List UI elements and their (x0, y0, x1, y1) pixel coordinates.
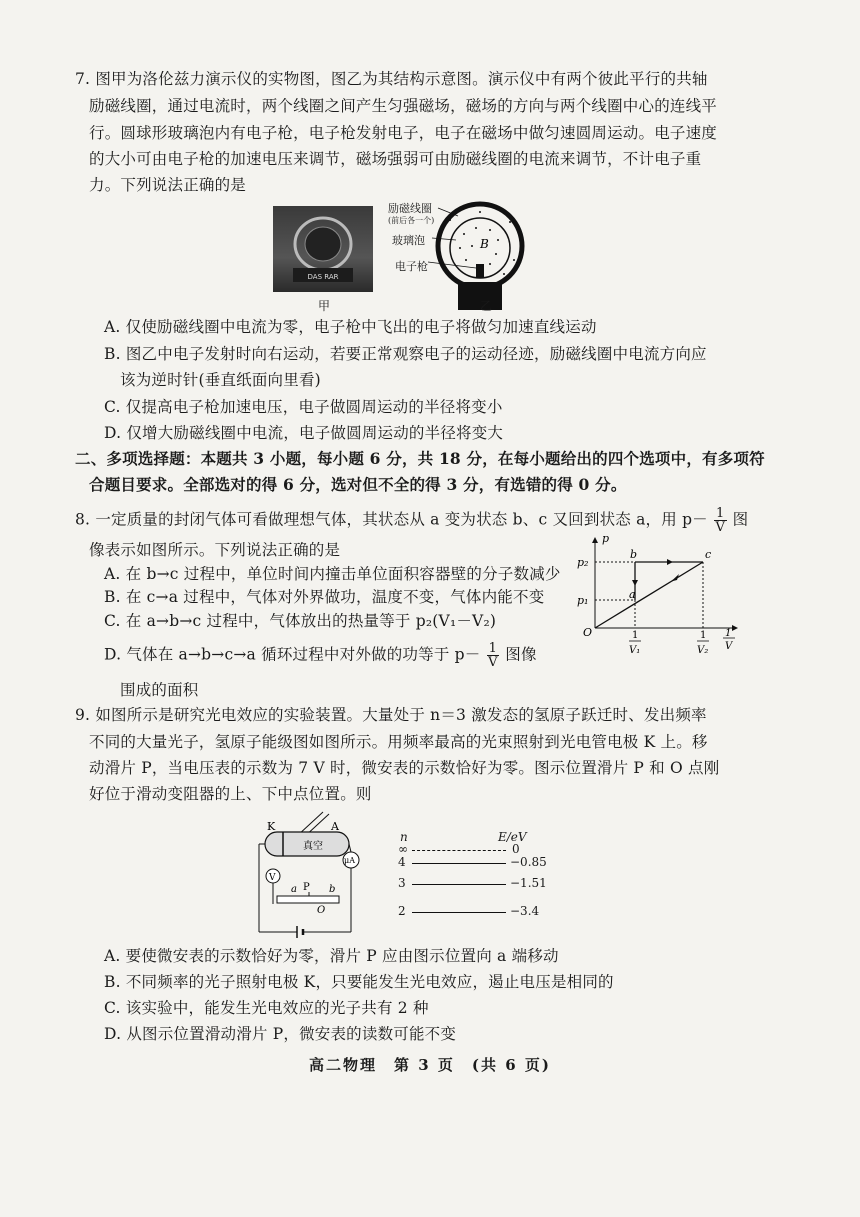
q9-line-1: 9. 如图所示是研究光电效应的实验装置。大量处于 n＝3 激发态的氢原子跃迁时、发出频率 (75, 706, 707, 724)
q8-pt-c: c (705, 548, 712, 561)
q9-label-v: V (269, 873, 276, 883)
q9-energy-levels (398, 830, 578, 922)
q8-axis-p-label: p (602, 532, 610, 545)
q9-level-line-3 (412, 884, 506, 885)
q9-line-2: 不同的大量光子，氢原子能级图如图所示。用频率最高的光束照射到光电管电极 K 上。移 (89, 733, 708, 751)
q8-path-ca (595, 562, 703, 628)
section2-line-2: 合题目要求。全部选对的得 6 分，选对但不全的得 3 分，有选错的得 0 分。 (89, 475, 627, 494)
q8-pv-graph (575, 528, 750, 660)
q7-line-2: 励磁线圈，通过电流时，两个线圈之间产生匀强磁场，磁场的方向与两个线圈中心的连线平 (89, 97, 718, 115)
q7-option-b-cont: 该为逆时针(垂直纸面向里看) (120, 371, 321, 389)
q7-option-d: D. 仅增大励磁线圈中电流，电子做圆周运动的半径将变大 (104, 424, 504, 442)
q8-line-1-end: 图 (732, 510, 749, 529)
q8-p2-label: p₂ (577, 556, 589, 569)
q9-label-a: A (331, 820, 339, 833)
q8-option-d-end: 图像 (505, 645, 537, 664)
q9-level-e-inf: 0 (512, 842, 520, 856)
q8-v1-num: 1 (632, 630, 639, 641)
q7-option-b: B. 图乙中电子发射时向右运动，若要正常观察电子的运动径迹，励磁线圈中电流方向应 (104, 345, 707, 363)
q9-option-c: C. 该实验中，能发生光电效应的光子共有 2 种 (104, 999, 429, 1017)
q9-level-n-inf: ∞ (398, 842, 408, 856)
q9-line-3: 动滑片 P，当电压表的示数为 7 V 时，微安表的示数恰好为零。图示位置滑片 P 和 O 点刚 (89, 759, 720, 777)
q7-photo-text: DAS RAR (307, 273, 339, 281)
q9-level-e-3: −1.51 (510, 876, 547, 890)
q9-levels-header-e: E/eV (498, 830, 527, 844)
q8-axis-x-num: 1 (725, 628, 732, 639)
q9-level-e-2: −3.4 (510, 904, 540, 918)
q7-line-4: 的大小可由电子枪的加速电压来调节，磁场强弱可由励磁线圈的电流来调节，不计电子重 (89, 150, 702, 168)
q7-label-b: B (480, 237, 489, 251)
q9-label-k: K (267, 820, 276, 833)
q9-level-n-2: 2 (398, 904, 406, 918)
q9-level-n-3: 3 (398, 876, 406, 890)
q8-p1-label: p₁ (577, 594, 589, 607)
page-footer: 高二物理 第 3 页 (共 6 页) (309, 1056, 551, 1074)
q9-label-pa: a (291, 884, 297, 895)
q9-level-e-4: −0.85 (510, 855, 547, 869)
q9-option-d: D. 从图示位置滑动滑片 P，微安表的读数可能不变 (104, 1025, 457, 1043)
q9-line-4: 好位于滑动变阻器的上、下中点位置。则 (89, 785, 372, 803)
q7-option-c: C. 仅提高电子枪加速电压，电子做圆周运动的半径将变小 (104, 398, 503, 416)
q8-line-1-text: 8. 一定质量的封闭气体可看做理想气体，其状态从 a 变为状态 b、c 又回到状态 a，用 p－ (75, 510, 708, 529)
q8-v2-label: V₂ (697, 645, 709, 656)
q7-line-1: 7. 图甲为洛伦兹力演示仪的实物图，图乙为其结构示意图。演示仪中有两个彼此平行的共轴 (75, 70, 708, 88)
q9-option-a: A. 要使微安表的示数恰好为零，滑片 P 应由图示位置向 a 端移动 (104, 947, 559, 965)
q8-v2-num: 1 (700, 630, 707, 641)
q8-option-d-text: D. 气体在 a→b→c→a 循环过程中对外做的功等于 p－ (104, 645, 481, 664)
q9-circuit-diagram (255, 808, 365, 938)
q9-option-b: B. 不同频率的光子照射电极 K，只要能发生光电效应，遏止电压是相同的 (104, 973, 614, 991)
q7-photo-figure (273, 206, 373, 292)
q7-label-coil-note: (前后各一个) (388, 216, 435, 225)
q7-label-gun: 电子枪 (395, 260, 428, 273)
q9-level-n-4: 4 (398, 855, 406, 869)
q9-level-line-4 (412, 863, 506, 864)
q9-label-pb: b (329, 884, 336, 895)
q8-option-a: A. 在 b→c 过程中，单位时间内撞击单位面积容器壁的分子数减少 (104, 565, 561, 583)
q7-option-a: A. 仅使励磁线圈中电流为零，电子枪中飞出的电子将做匀加速直线运动 (104, 318, 597, 336)
q9-levels-header-n: n (400, 830, 408, 844)
q8-line-2: 像表示如图所示。下列说法正确的是 (89, 541, 341, 559)
q8-option-d-fraction (487, 642, 499, 669)
q7-line-3: 行。圆球形玻璃泡内有电子枪，电子枪发射电子，电子在磁场中做匀速圆周运动。电子速度 (89, 124, 718, 142)
q9-level-line-2 (412, 912, 506, 913)
section2-line-1: 二、多项选择题：本题共 3 小题，每小题 6 分，共 18 分，在每小题给出的四个选项中，有多项符 (75, 449, 765, 468)
q9-label-o: O (317, 905, 326, 916)
q7-line-5: 力。下列说法正确的是 (89, 176, 247, 194)
q8-opt-d-frac-den: V (488, 655, 498, 670)
q7-caption-a: 甲 (318, 299, 331, 313)
q8-frac-den: V (715, 520, 726, 535)
q9-label-vacuum: 真空 (303, 841, 323, 852)
q9-label-ua: μA (344, 856, 355, 865)
q8-opt-d-frac-num: 1 (488, 641, 498, 656)
q8-option-b: B. 在 c→a 过程中，气体对外界做功，温度不变，气体内能不变 (104, 588, 545, 606)
q8-pt-a: a (629, 588, 636, 601)
q7-label-bulb: 玻璃泡 (392, 234, 425, 247)
q7-label-coil: 励磁线圈 (388, 202, 432, 215)
q8-v1-label: V₁ (629, 645, 641, 656)
q9-level-line-inf (412, 850, 506, 851)
q8-pt-b: b (630, 548, 638, 561)
q8-option-c: C. 在 a→b→c 过程中，气体放出的热量等于 p₂(V₁－V₂) (104, 612, 497, 630)
q8-option-d-cont: 围成的面积 (120, 681, 199, 699)
q8-axis-x-den: V (725, 641, 733, 652)
q7-caption-b: 乙 (480, 299, 493, 313)
q9-label-p: P (303, 882, 310, 893)
q8-frac-num: 1 (716, 506, 725, 521)
q8-option-d (104, 642, 537, 669)
q8-origin: O (583, 626, 593, 639)
